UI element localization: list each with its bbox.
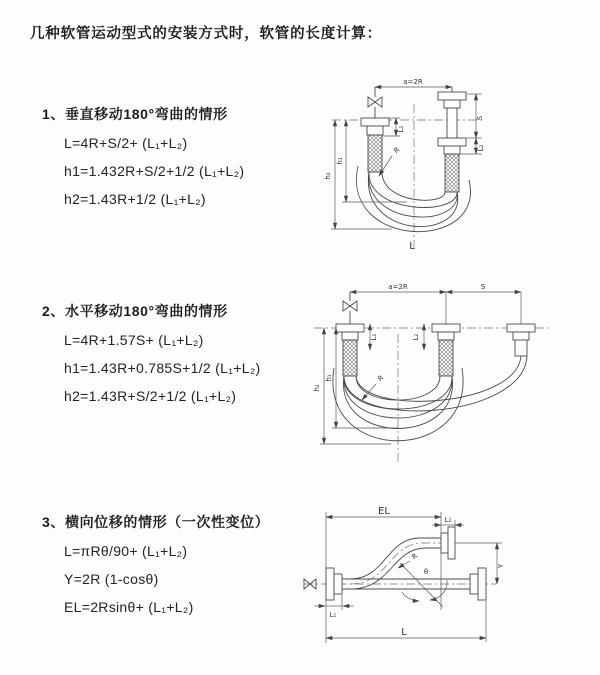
section-1-heading: 1、垂直移动180°弯曲的情形 bbox=[42, 106, 228, 122]
d1-dim-a2r-label: a=2R bbox=[403, 78, 423, 86]
d1-left-pipe-assembly bbox=[361, 87, 389, 172]
formula-line: L=πRθ/90+ (L₁+L₂) bbox=[64, 543, 188, 559]
d3-angle-theta-label: θ bbox=[423, 568, 429, 576]
section-2-formulas bbox=[64, 332, 261, 404]
formula-line: h2=1.43R+S/2+1/2 (L₁+L₂) bbox=[64, 388, 237, 404]
d2-dim-l1-label: L₁ bbox=[370, 333, 378, 341]
d1-length-label: L bbox=[409, 241, 415, 252]
diagram-lateral-displacement bbox=[298, 498, 598, 653]
d3-dim-el-label: EL bbox=[378, 506, 390, 517]
formula-line: h1=1.43R+0.785S+1/2 (L₁+L₂) bbox=[64, 360, 261, 376]
formula-line: EL=2Rsinθ+ (L₁+L₂) bbox=[64, 599, 194, 615]
d2-middle-pipe-assembly bbox=[432, 292, 460, 376]
braided-hose-section bbox=[368, 135, 382, 172]
braided-hose-section bbox=[439, 340, 453, 376]
d2-dim-l2-label: L₂ bbox=[412, 333, 420, 341]
d3-dim-l-label: L bbox=[401, 627, 407, 638]
d2-dim-s-label: S bbox=[480, 283, 486, 291]
valve-icon bbox=[343, 301, 357, 311]
d3-lower-right-flange bbox=[470, 568, 486, 600]
d1-centerlines bbox=[332, 104, 482, 252]
section-2 bbox=[42, 301, 261, 404]
d3-upper-right-flange bbox=[441, 527, 455, 559]
d1-dim-h2-label: h₂ bbox=[324, 172, 332, 180]
section-3-heading: 3、横向位移的情形（一次性变位） bbox=[42, 514, 270, 530]
d3-dim-y-label: Y bbox=[497, 563, 505, 569]
d2-dim-a2r-label: a=2R bbox=[388, 283, 408, 291]
d2-radius-label: R bbox=[376, 373, 386, 384]
diagram-horizontal-180-bend bbox=[306, 280, 591, 465]
section-2-heading: 2、水平移动180°弯曲的情形 bbox=[42, 303, 228, 319]
d3-dim-l1-label: L₁ bbox=[329, 611, 337, 619]
formula-line: L=4R+1.57S+ (L₁+L₂) bbox=[64, 332, 204, 348]
section-1 bbox=[42, 104, 244, 207]
valve-icon bbox=[368, 97, 382, 107]
braided-hose-section bbox=[445, 154, 459, 192]
section-1-formulas bbox=[64, 135, 244, 207]
d2-right-pipe-assembly bbox=[507, 292, 535, 356]
diagram-vertical-180-bend bbox=[312, 74, 590, 256]
section-3-formulas bbox=[64, 543, 269, 615]
d3-dim-l2-label: L₂ bbox=[444, 516, 452, 524]
braided-hose-section bbox=[343, 340, 357, 376]
formula-line: h2=1.43R+1/2 (L₁+L₂) bbox=[64, 191, 206, 207]
d1-right-pipe-assembly bbox=[438, 87, 466, 192]
d1-radius-label: R bbox=[392, 145, 402, 156]
d2-left-pipe-assembly bbox=[336, 292, 364, 376]
formula-line: Y=2R (1-cosθ) bbox=[64, 571, 159, 587]
page-title: 几种软管运动型式的安装方式时，软管的长度计算： bbox=[30, 26, 382, 42]
d2-dim-h2-label: h₂ bbox=[313, 384, 321, 392]
d3-radius-label: R bbox=[410, 551, 420, 562]
formula-line: h1=1.432R+S/2+1/2 (L₁+L₂) bbox=[64, 163, 245, 179]
section-3 bbox=[42, 512, 269, 615]
formula-line: L=4R+S/2+ (L₁+L₂) bbox=[64, 135, 188, 151]
d1-dim-s-label: S bbox=[476, 115, 484, 121]
d1-dim-h1-label: h₁ bbox=[336, 157, 344, 165]
d2-dim-h1-label: h₁ bbox=[325, 374, 333, 382]
d1-dim-l1-label: L₁ bbox=[397, 125, 405, 133]
d1-dim-l2-label: L₂ bbox=[477, 144, 485, 152]
